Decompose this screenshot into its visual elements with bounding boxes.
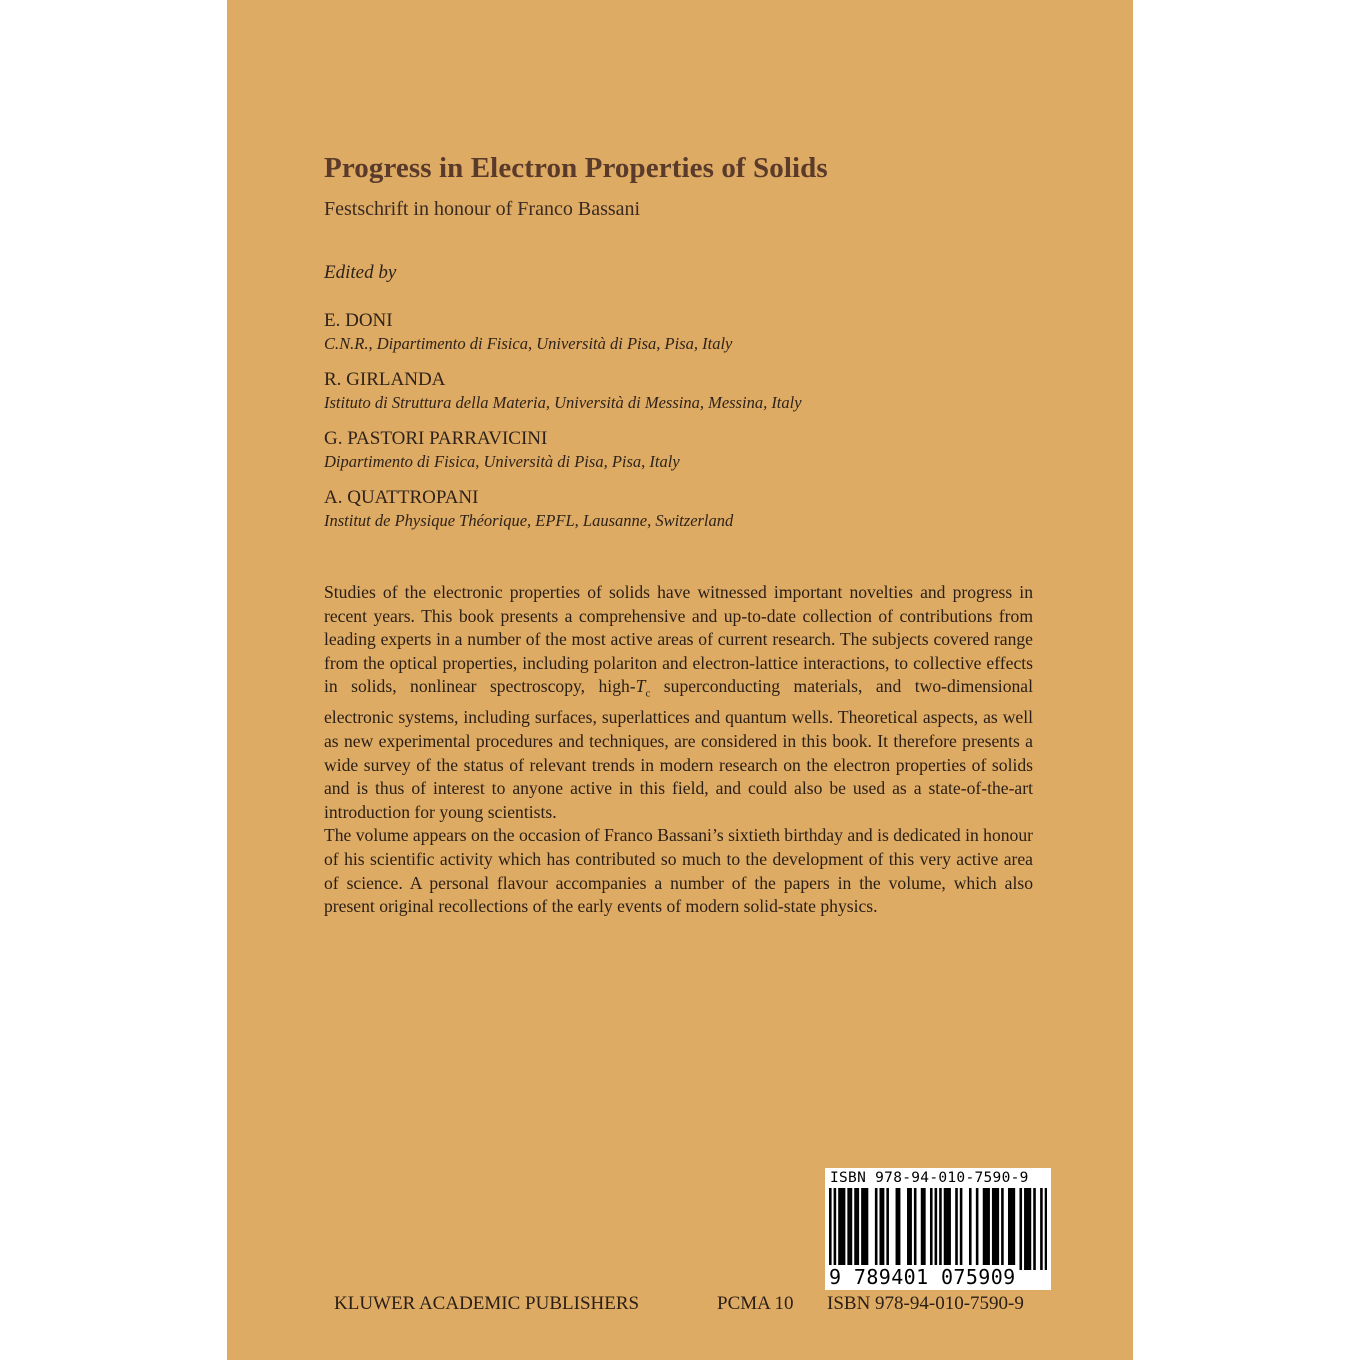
barcode-bar (955, 1188, 958, 1270)
barcode-bar (1008, 1188, 1011, 1270)
barcode-bar (861, 1188, 864, 1270)
barcode-bar (946, 1188, 949, 1270)
barcode-bar (854, 1188, 857, 1270)
series-code: PCMA 10 (717, 1293, 794, 1314)
barcode-bar (886, 1188, 889, 1270)
barcode-bar (994, 1188, 997, 1270)
editor-name: A. QUATTROPANI (324, 487, 479, 508)
barcode-bar (829, 1188, 832, 1270)
barcode-bar (969, 1188, 972, 1270)
barcode-bar (909, 1188, 912, 1270)
book-description (324, 581, 1033, 919)
editor-doni (324, 309, 732, 355)
book-title: Progress in Electron Properties of Solids (324, 152, 828, 184)
barcode-bar (944, 1188, 947, 1270)
tc-symbol: T (635, 676, 646, 697)
description-text: superconducting materials, and two-dimensional electronic systems, including surfaces, superlattices and quantum wells. Theoretical aspects, as well as new experimental procedures and techniques, are considered in this book. It therefore presents a wide survey of the status of relevant trends in modern research on the electron properties of solids and is thus of interest to anyone active in this field, and could also be used as a state-of-the-art introduction for young scientists. (324, 676, 1033, 822)
barcode-bar (838, 1188, 841, 1270)
barcode-bar (923, 1188, 926, 1270)
description-paragraph-2: The volume appears on the occasion of Franco Bassani’s sixtieth birthday and is dedicated in honour of his scientific activity which has contributed so much to the development of this very active area of science. A personal flavour accompanies a number of the papers in the volume, which also present original recollections of the early events of modern solid-state physics. (324, 825, 1033, 917)
barcode-bar (939, 1188, 942, 1270)
barcode-bar (834, 1188, 837, 1270)
description-paragraph-1 (324, 581, 1033, 824)
barcode-bar (997, 1188, 1000, 1270)
tc-subscript: c (645, 687, 651, 700)
barcode-bar (1024, 1188, 1027, 1270)
editor-quattropani (324, 486, 733, 532)
barcode-bar (866, 1188, 869, 1270)
barcode-bar (1013, 1188, 1016, 1270)
publisher-name: KLUWER ACADEMIC PUBLISHERS (334, 1293, 640, 1314)
barcode-bar (879, 1188, 882, 1270)
barcode-bar (1010, 1188, 1013, 1270)
barcode-bar (935, 1188, 938, 1270)
barcode-bar (857, 1188, 860, 1270)
editor-affiliation: C.N.R., Dipartimento di Fisica, Università di Pisa, Pisa, Italy (324, 334, 733, 353)
barcode-bar (930, 1188, 933, 1270)
barcode-bar (1019, 1188, 1022, 1270)
barcode-bar (843, 1188, 846, 1270)
description-text: Studies of the electronic properties of solids have witnessed important novelties and progress in recent years. This book presents a comprehensive and up-to-date collection of contributions from leading experts in a number of the most active areas of current research. The subjects covered range from the optical properties, including polariton and electron-lattice interactions, to collective effects in solids, nonlinear spectroscopy, high- (324, 582, 1033, 697)
book-subtitle: Festschrift in honour of Franco Bassani (324, 198, 641, 220)
editor-pastori-parravicini (324, 427, 680, 473)
editor-affiliation: Dipartimento di Fisica, Università di Pisa, Pisa, Italy (324, 452, 680, 471)
barcode-bar (1040, 1188, 1043, 1270)
footer-isbn: ISBN 978-94-010-7590-9 (827, 1293, 1024, 1314)
book-back-cover (227, 0, 1133, 1360)
editor-name: E. DONI (324, 310, 393, 331)
barcode-bar (863, 1188, 866, 1270)
editor-affiliation: Istituto di Struttura della Materia, Università di Messina, Messina, Italy (324, 393, 802, 412)
barcode-bar (914, 1188, 917, 1270)
barcode-bar (896, 1188, 899, 1270)
edited-by-label: Edited by (324, 262, 397, 283)
barcode-bars (829, 1188, 1047, 1270)
editor-affiliation: Institut de Physique Théorique, EPFL, Lausanne, Switzerland (324, 511, 734, 530)
barcode-bar (907, 1188, 910, 1270)
barcode-digits: 9 789401 075909 (829, 1265, 1016, 1289)
editor-name: R. GIRLANDA (324, 369, 446, 390)
barcode-bar (985, 1188, 988, 1270)
barcode-bar (1001, 1188, 1004, 1270)
barcode-bar (882, 1188, 885, 1270)
barcode-bar (847, 1188, 850, 1270)
barcode-bar (992, 1188, 995, 1270)
barcode-bar (1045, 1188, 1047, 1270)
barcode-bar (960, 1188, 963, 1270)
barcode-isbn-text: ISBN 978-94-010-7590-9 (830, 1170, 1029, 1186)
barcode-bar (898, 1188, 901, 1270)
barcode-bar (921, 1188, 924, 1270)
barcode-bar (1026, 1188, 1029, 1270)
barcode-bar (1033, 1188, 1036, 1270)
barcode-bar (987, 1188, 990, 1270)
barcode-bar (976, 1188, 979, 1270)
barcode-bar (983, 1188, 986, 1270)
editor-girlanda (324, 368, 802, 414)
barcode-bar (840, 1188, 843, 1270)
barcode-bar (875, 1188, 878, 1270)
barcode-bar (850, 1188, 853, 1270)
editor-name: G. PASTORI PARRAVICINI (324, 428, 548, 449)
barcode-bar (948, 1188, 951, 1270)
barcode-bar (1029, 1188, 1032, 1270)
barcode (825, 1168, 1051, 1290)
